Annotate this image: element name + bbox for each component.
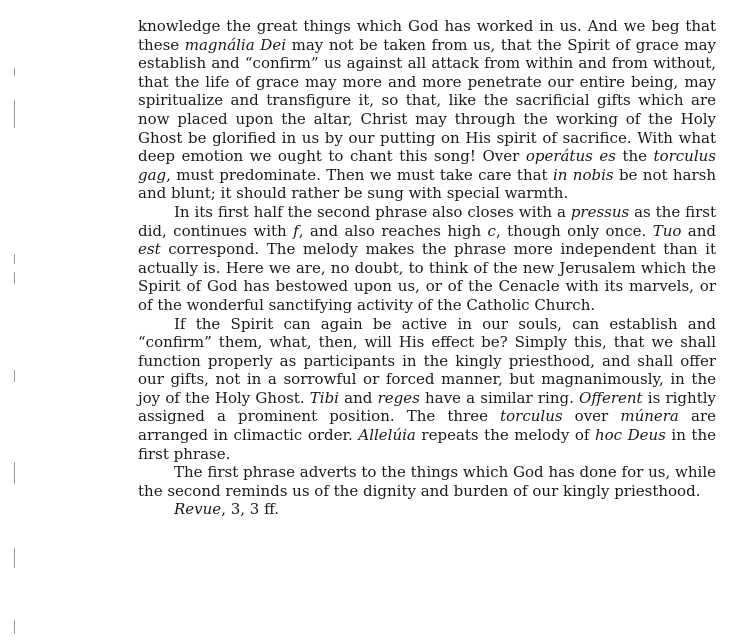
text-run: and — [681, 221, 717, 240]
text-run: have a similar ring. — [419, 388, 580, 407]
paragraph — [138, 500, 716, 519]
text-run: repeats the melody of — [415, 426, 595, 445]
italic-text: Revue — [174, 500, 222, 519]
margin-line-mark — [14, 548, 15, 568]
paragraph — [138, 203, 716, 315]
text-run: The first phrase adverts to the things which God has done for us, while the second reminds us of the dignity and burden of our kingly priesthood. — [138, 463, 716, 500]
italic-text: múnera — [620, 407, 679, 426]
text-run: , 3, 3 ff. — [221, 500, 280, 519]
italic-text: reges — [377, 388, 420, 407]
italic-text: Tibi — [309, 388, 339, 407]
margin-line-mark — [14, 254, 15, 264]
text-run: as the first did, continues with — [138, 202, 717, 240]
document-page — [138, 17, 716, 519]
text-run: in the first phrase. — [138, 426, 716, 463]
paragraph — [138, 17, 716, 203]
text-run: correspond. The melody makes the phrase more independent than it actually is. Here we are, no doubt, to think of the new Jerusalem which the Spirit of God has bestowed upon us, or of the Cenacle with its marvels, or of the wonderful sanctifying activity of the Catholic Church. — [138, 240, 716, 314]
italic-text: Offerent — [579, 388, 643, 407]
text-run: , must predominate. Then we must take care that — [166, 165, 553, 184]
italic-text: pressus — [570, 202, 630, 221]
italic-text: Allelúia — [358, 426, 416, 445]
text-run: , and also reaches high — [298, 221, 488, 240]
text-run: the — [615, 147, 654, 166]
italic-text: hoc Deus — [594, 426, 666, 445]
italic-text: c — [487, 221, 496, 240]
paragraph — [138, 463, 716, 500]
text-run: may not be taken from us, that the Spirit of grace may establish and “confirm” us against all attack from within and from without, that the life of grace may more and more penetrate our entire being, may spiritualize and transfigure it, so that, like the sacrificial gifts which are now placed upon the altar, Christ may through the working of the Holy Ghost be glorified in us by our putting on His spirit of sacrifice. With what deep emotion we ought to chant this song! Over — [138, 35, 716, 166]
italic-text: est — [138, 240, 161, 259]
text-run: In its first half the second phrase also closes with a — [174, 202, 571, 221]
margin-line-mark — [14, 68, 15, 76]
italic-text: operátus es — [525, 147, 616, 166]
italic-text: in nobis — [552, 165, 614, 184]
margin-line-mark — [14, 272, 15, 284]
text-run: knowledge the great things which God has worked in us. And we beg that these — [138, 17, 716, 54]
text-run: If the Spirit can again be active in our souls, can establish and “confirm” them, what, then, will His effect be? Simply this, that we shall function properly as participants in the kingly priesthood, and shall offer our gifts, not in a sorrowful or forced manner, but magnanimously, in the joy of the Holy Ghost. — [138, 314, 716, 407]
paragraph — [138, 315, 716, 464]
margin-line-mark — [14, 620, 15, 634]
margin-line-mark — [14, 100, 15, 128]
italic-text: f — [293, 221, 299, 240]
text-run: , though only once. — [495, 221, 653, 240]
text-run: be not harsh and blunt; it should rather be sung with special warmth. — [138, 165, 717, 203]
italic-text: torculus gag — [138, 147, 716, 184]
italic-text: Tuo — [652, 221, 682, 240]
text-run: over — [562, 407, 621, 426]
italic-text: magnália Dei — [184, 35, 286, 54]
margin-line-mark — [14, 370, 15, 382]
italic-text: torculus — [500, 407, 563, 426]
text-run: are arranged in climactic order. — [138, 407, 716, 445]
text-run: and — [338, 388, 378, 407]
text-run: is rightly assigned a prominent position. The three — [138, 388, 716, 426]
margin-line-mark — [14, 462, 15, 484]
